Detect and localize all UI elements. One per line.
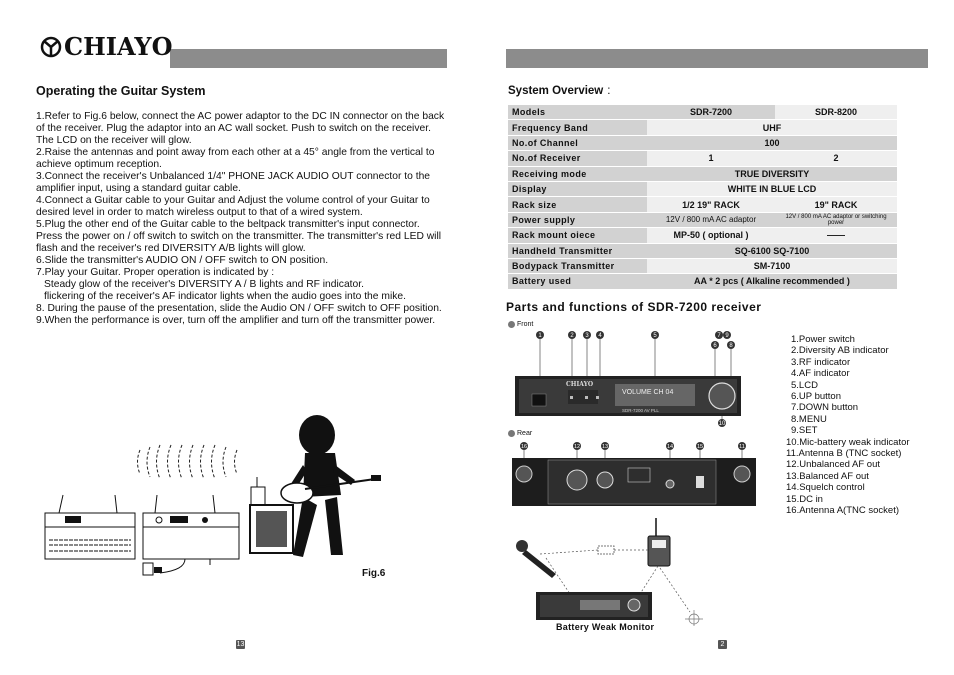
spec-label: Frequency Band <box>508 120 647 135</box>
callout-number: 9 <box>725 333 729 339</box>
lcd-readout: VOLUME CH 04 <box>622 389 674 396</box>
spec-label: Power supply <box>508 212 647 227</box>
spec-row <box>508 243 897 258</box>
step-1: 1.Refer to Fig.6 below, connect the AC power adaptor to the DC IN connector on the back of the receiver. Plug the adaptor into an AC wall socket. Push to switch on the receiver. The LCD on the receiver will glow. <box>36 111 445 146</box>
overview-title <box>508 85 610 97</box>
spec-label: Models <box>508 105 647 120</box>
callout-15 <box>696 442 704 450</box>
bodypack-transmitter-icon <box>251 477 265 507</box>
spec-value: —— <box>775 228 897 243</box>
callout-number: 5 <box>653 333 657 339</box>
spec-value: AA * 2 pcs ( Alkaline recommended ) <box>647 274 897 289</box>
rear-label <box>508 430 532 437</box>
step-9: 9.When the performance is over, turn off the amplifier and turn off the transmitter power. <box>36 315 436 326</box>
brand-logo <box>40 32 172 61</box>
callout-number: 13 <box>601 444 609 450</box>
step-7a: Steady glow of the receiver's DIVERSITY A / B lights and RF indicator. <box>44 279 364 290</box>
receiver-unit-icon <box>45 495 135 559</box>
spec-value: 1 <box>647 151 775 166</box>
callout-number: 1 <box>538 333 542 339</box>
spec-value: 19" RACK <box>775 197 897 212</box>
step-8: 8. During the pause of the presentation, slide the Audio ON / OFF switch to OFF position. <box>36 303 442 314</box>
step-6: 6.Slide the transmitter's AUDIO ON / OFF switch to ON position. <box>36 255 329 266</box>
spec-value: SQ-6100 SQ-7100 <box>647 243 897 258</box>
spec-label: Battery used <box>508 274 647 289</box>
part-item: 12.Unbalanced AF out <box>786 459 881 471</box>
callout-number: 3 <box>585 333 589 339</box>
battery-monitor-caption: Battery Weak Monitor <box>556 622 655 632</box>
parts-title: Parts and functions of SDR-7200 receiver <box>506 300 762 314</box>
part-item: 13.Balanced AF out <box>786 470 869 482</box>
part-item: 15.DC in <box>786 493 823 505</box>
amplifier-icon <box>250 505 293 553</box>
callout-number: 11 <box>739 444 745 450</box>
figure-label: Fig.6 <box>362 568 386 579</box>
rear-label-text: Rear <box>517 430 533 437</box>
bullet-dot-icon <box>508 321 515 328</box>
warning-burst-icon <box>685 610 703 626</box>
part-item: 4.AF indicator <box>791 368 850 380</box>
spec-value: TRUE DIVERSITY <box>647 166 897 181</box>
callout-10 <box>718 419 726 427</box>
step-7b: flickering of the receiver's AF indicator lights when the audio goes into the mike. <box>44 291 406 302</box>
svg-text:CHIAYO: CHIAYO <box>566 381 594 388</box>
callout-3 <box>583 331 591 339</box>
spec-row <box>508 135 897 150</box>
step-3: 3.Connect the receiver's Unbalanced 1/4" PHONE JACK AUDIO OUT connector to the amplifier input, using a standard guitar cable. <box>36 171 431 194</box>
callout-number: 14 <box>666 444 674 450</box>
right-header-bar <box>506 49 928 68</box>
callout-6 <box>711 341 719 349</box>
callout-16 <box>520 442 528 450</box>
battery-icon <box>598 546 614 554</box>
parts-list <box>786 334 910 517</box>
spec-label: Bodypack Transmitter <box>508 258 647 273</box>
part-item: 11.Antenna B (TNC socket) <box>786 448 902 460</box>
bullet-dot-icon <box>508 430 515 437</box>
step-4: 4.Connect a Guitar cable to your Guitar and Adjust the volume control of your Guitar to desired level in order to match wireless output to that of a wired system. <box>36 195 430 218</box>
spec-label: Receiving mode <box>508 166 647 181</box>
callout-number: 12 <box>573 444 581 450</box>
battery-monitor-illustration <box>510 516 720 626</box>
callout-number: 8 <box>729 343 733 349</box>
part-item: 1.Power switch <box>791 334 855 345</box>
radio-waves-icon <box>138 445 238 479</box>
part-item: 6.UP button <box>791 391 842 403</box>
callout-11 <box>738 442 746 450</box>
part-item: 5.LCD <box>791 379 818 391</box>
spec-row <box>508 197 897 212</box>
operating-heading: Operating the Guitar System <box>36 84 206 98</box>
part-item: 8.MENU <box>791 413 827 425</box>
spec-row <box>508 228 897 243</box>
part-item: 9.SET <box>791 425 818 437</box>
spec-row <box>508 105 897 120</box>
overview-title-colon: : <box>607 85 611 97</box>
callout-14 <box>666 442 674 450</box>
overview-title-text: System Overview <box>508 85 604 97</box>
callout-7 <box>715 331 723 339</box>
callout-5 <box>651 331 659 339</box>
page-number-left: 13 <box>236 641 245 648</box>
page-number-right: 2 <box>718 640 727 649</box>
step-5: 5.Plug the other end of the Guitar cable to the beltpack transmitter's input connector. Press the power on / off switch to switch on the transmitter. The transmitter's red LED will flash and the receiver's red DIVERSITY A/B lights will glow. <box>36 219 442 254</box>
callout-number: 2 <box>570 333 574 339</box>
spec-value: 1/2 19" RACK <box>647 197 775 212</box>
brand-name: CHIAYO <box>64 32 173 61</box>
spec-row <box>508 258 897 273</box>
spec-row <box>508 120 897 135</box>
front-label-text: Front <box>517 321 534 328</box>
step-7: 7.Play your Guitar. Proper operation is indicated by : <box>36 267 275 278</box>
callout-1 <box>536 331 544 339</box>
callout-number: 6 <box>713 343 717 349</box>
spec-row <box>508 166 897 181</box>
part-item: 2.Diversity AB indicator <box>791 345 889 357</box>
front-panel-diagram <box>510 328 750 428</box>
spec-label: Rack size <box>508 197 647 212</box>
callout-12 <box>573 442 581 450</box>
spec-value: UHF <box>647 120 897 135</box>
spec-row <box>508 212 897 227</box>
spec-value: 100 <box>647 135 897 150</box>
part-item: 10.Mic-battery weak indicator <box>786 436 910 448</box>
callout-number: 7 <box>717 333 721 339</box>
spec-value: MP-50 ( optional ) <box>647 228 775 243</box>
spec-table <box>508 105 897 290</box>
bodypack-transmitter-icon <box>648 518 670 566</box>
receiver-unit-icon <box>143 495 239 559</box>
operating-steps <box>36 111 448 327</box>
part-item: 16.Antenna A(TNC socket) <box>786 505 899 517</box>
part-item: 7.DOWN button <box>791 402 859 414</box>
callout-8 <box>727 341 735 349</box>
callout-13 <box>601 442 609 450</box>
rear-panel-diagram <box>510 440 760 510</box>
figure-6-illustration <box>35 405 425 585</box>
spec-value: 12V / 800 mA AC adaptor or switching power <box>775 212 897 227</box>
receiver-unit-icon <box>536 592 652 620</box>
brand-emblem-icon <box>40 36 62 58</box>
left-header-bar <box>170 49 447 68</box>
callout-number: 16 <box>520 444 528 450</box>
spec-value: 2 <box>775 151 897 166</box>
callout-4 <box>596 331 604 339</box>
callout-number: 15 <box>696 444 704 450</box>
spec-value: SDR-8200 <box>775 105 897 120</box>
spec-row <box>508 181 897 196</box>
spec-value: SDR-7200 <box>647 105 775 120</box>
callout-number: 4 <box>598 333 602 339</box>
step-2: 2.Raise the antennas and point away from each other at a 45° angle from the vertical to achieve optimum reception. <box>36 147 435 170</box>
front-label <box>508 321 533 328</box>
handheld-microphone-icon <box>516 540 556 578</box>
panel-model-text: SDR-7200 AV PLL <box>622 408 659 413</box>
spec-row <box>508 151 897 166</box>
spec-label: Rack mount oiece <box>508 228 647 243</box>
spec-value: SM-7100 <box>647 258 897 273</box>
spec-value: 12V / 800 mA AC adaptor <box>647 212 775 227</box>
spec-label: No.of Receiver <box>508 151 647 166</box>
spec-label: Display <box>508 181 647 196</box>
spec-label: No.of Channel <box>508 135 647 150</box>
spec-value: WHITE IN BLUE LCD <box>647 181 897 196</box>
spec-label: Handheld Transmitter <box>508 243 647 258</box>
spec-row <box>508 274 897 289</box>
part-item: 3.RF indicator <box>791 356 851 368</box>
callout-2 <box>568 331 576 339</box>
callout-9 <box>723 331 731 339</box>
power-outlet-icon <box>143 563 162 575</box>
part-item: 14.Squelch control <box>786 482 865 494</box>
callout-number: 10 <box>718 421 726 427</box>
